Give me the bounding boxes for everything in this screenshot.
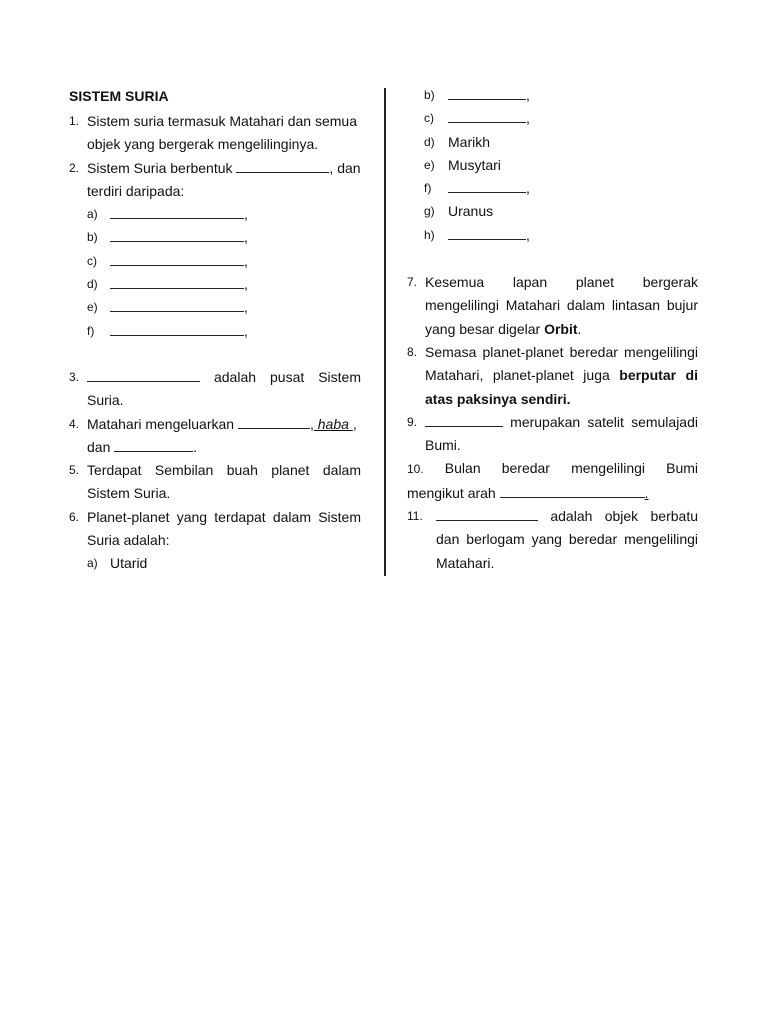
list-label: g) (424, 204, 435, 219)
answer-blank[interactable] (436, 505, 538, 521)
list-label: d) (424, 134, 435, 149)
question-number: 6. (69, 509, 80, 524)
answer-blank[interactable] (110, 320, 244, 336)
answer-blank[interactable] (110, 273, 244, 289)
question-text: terdiri daripada: (87, 182, 185, 199)
question-number: 10. (407, 462, 424, 477)
answer-blank[interactable] (110, 203, 244, 219)
list-item: h) , (407, 224, 698, 247)
question-text: Semasa planet-planet beredar mengelilingi Matahari, planet-planet juga berputar di atas paksinya sendiri. (425, 343, 698, 407)
question-8 (407, 341, 698, 411)
question-9 (407, 411, 698, 458)
question-text: mengikut arah . (407, 482, 698, 505)
list-item: b) , (407, 84, 698, 107)
list-item: e) Musytari (407, 154, 698, 177)
question-2 (69, 157, 361, 204)
answer-blank[interactable] (448, 84, 526, 100)
question-text: dan . (87, 436, 361, 459)
question-number: 11. (407, 509, 423, 524)
question-1 (69, 110, 361, 157)
answer-blank[interactable] (110, 296, 244, 312)
answer-blank[interactable] (110, 250, 244, 266)
list-item: g) Uranus (407, 200, 698, 223)
list-item: f) , (407, 177, 698, 200)
spacer (407, 247, 698, 271)
list-label: b) (87, 230, 98, 245)
question-text: dan berlogam yang beredar mengelilingi Matahari. (436, 531, 698, 571)
right-column (407, 84, 698, 575)
question-6 (69, 506, 361, 553)
question-number: 7. (407, 275, 418, 290)
list-item: d) Marikh (407, 131, 698, 154)
question-11 (407, 505, 698, 575)
left-column (69, 84, 361, 576)
list-label: c) (87, 253, 97, 268)
list-item: a) , (69, 203, 361, 226)
answer-blank[interactable] (448, 224, 526, 240)
list-label: d) (87, 277, 98, 292)
list-label: e) (87, 300, 98, 315)
question-number: 5. (69, 463, 80, 478)
question-number: 1. (69, 114, 80, 128)
question-text: Planet-planet yang terdapat dalam Sistem Suria adalah: (87, 508, 361, 549)
question-number: 3. (69, 369, 80, 384)
list-label: f) (87, 323, 95, 338)
answer-blank[interactable] (425, 411, 503, 427)
list-item: b) , (69, 226, 361, 249)
answer-blank[interactable] (448, 107, 526, 123)
list-item: d) , (69, 273, 361, 296)
list-item: e) , (69, 296, 361, 319)
question-text: 10. Bulan beredar mengelilingi Bumi (407, 460, 698, 477)
question-text: Bumi. (425, 437, 461, 454)
question-number: 4. (69, 416, 80, 431)
list-label: c) (424, 111, 434, 126)
list-label: e) (424, 157, 435, 172)
list-label: f) (424, 181, 432, 196)
answer-blank[interactable] (448, 177, 526, 193)
question-5 (69, 459, 361, 506)
question-7 (407, 271, 698, 341)
list-item: c) , (69, 250, 361, 273)
question-text: Sistem Suria berbentuk , dan (87, 157, 361, 180)
answer-filled: haba (313, 415, 353, 432)
list-item: f) , (69, 320, 361, 343)
question-number: 8. (407, 344, 418, 359)
question-text: Sistem suria termasuk Matahari dan semua objek yang bergerak mengelilinginya. (87, 113, 357, 153)
question-text: Matahari mengeluarkan , haba , (87, 413, 361, 436)
answer-blank[interactable] (500, 482, 645, 498)
list-label: a) (87, 556, 98, 571)
spacer (69, 343, 361, 366)
question-text: Kesemua lapan planet bergerak mengelilingi Matahari dalam lintasan bujur yang besar digelar Orbit. (425, 274, 698, 337)
list-item: a) Utarid (69, 552, 361, 575)
answer-blank[interactable] (114, 436, 193, 452)
question-number: 2. (69, 160, 80, 175)
list-label: h) (424, 227, 435, 242)
question-number: 9. (407, 414, 418, 429)
answer-blank[interactable] (110, 226, 244, 242)
list-item: c) , (407, 107, 698, 130)
question-text: Suria. (87, 392, 124, 409)
question-text: Terdapat Sembilan buah planet dalam Sistem Suria. (87, 462, 361, 502)
answer-blank[interactable] (87, 366, 200, 382)
question-3 (69, 366, 361, 413)
question-text: adalah objek berbatu (407, 505, 698, 528)
question-4 (69, 413, 361, 460)
answer-blank[interactable] (238, 413, 310, 429)
answer-blank[interactable] (236, 157, 329, 173)
question-text: merupakan satelit semulajadi (425, 411, 698, 434)
list-label: b) (424, 88, 435, 102)
question-10 (407, 457, 698, 505)
page-title: SISTEM SURIA (69, 88, 169, 104)
question-text: adalah pusat Sistem (87, 366, 361, 389)
list-label: a) (87, 207, 98, 222)
column-divider (384, 88, 386, 576)
